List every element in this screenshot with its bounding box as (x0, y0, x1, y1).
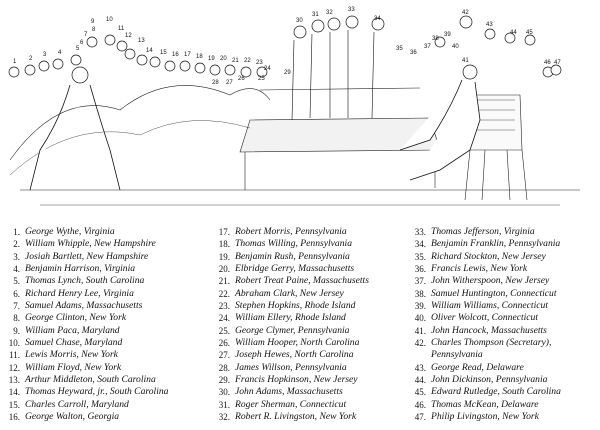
figure-number: 34 (374, 16, 381, 22)
figure-number: 35 (396, 46, 403, 52)
legend-number: 13. (8, 375, 20, 386)
legend-number: 9. (13, 325, 20, 336)
legend-name: Richard Stockton, New Jersey (431, 250, 546, 262)
figure-number: 4 (58, 50, 62, 56)
legend-item (214, 362, 369, 374)
legend-number (410, 349, 426, 361)
legend-item (214, 226, 369, 238)
legend-number: 18. (218, 239, 230, 250)
legend-item (410, 312, 561, 324)
legend-number: 42. (414, 338, 426, 349)
legend-item (410, 226, 561, 238)
legend-item (214, 251, 369, 263)
legend-name: Pennsylvania (431, 349, 483, 361)
figure-number: 41 (462, 58, 469, 64)
legend-item (410, 251, 561, 263)
figure-number: 47 (554, 60, 561, 66)
legend-name: Robert Morris, Pennsylvania (235, 226, 347, 237)
legend-item (410, 374, 561, 386)
legend-name: William Whipple, New Hampshire (25, 238, 156, 250)
legend-column-1 (4, 226, 168, 424)
figure-number: 15 (160, 50, 167, 56)
legend-number: 32. (218, 412, 230, 423)
legend-name: Stephen Hopkins, Rhode Island (235, 300, 356, 312)
figure-number: 11 (118, 26, 125, 32)
legend-name: Francis Hopkinson, New Jersey (235, 374, 358, 386)
legend-number: 44. (414, 375, 426, 386)
legend-number: 8. (13, 313, 20, 324)
legend-number: 19. (218, 251, 230, 262)
legend-name: John Dickinson, Pennsylvania (431, 374, 548, 386)
figure-number: 6 (80, 40, 84, 46)
legend-name: Benjamin Rush, Pennsylvania (235, 250, 350, 262)
legend-item (4, 300, 168, 312)
legend-name: George Walton, Georgia (25, 411, 120, 423)
figure-number: 8 (92, 27, 96, 33)
legend-number: 16. (8, 412, 20, 423)
legend-item (214, 300, 369, 312)
legend-number: 7. (13, 301, 20, 312)
legend-item (4, 238, 168, 250)
legend-column-3 (410, 226, 561, 424)
legend-item (214, 263, 369, 275)
legend-item (410, 349, 561, 361)
figure-number: 21 (232, 58, 239, 64)
legend-number: 12. (8, 362, 20, 373)
figure-number: 38 (432, 36, 439, 42)
figure-number: 37 (424, 44, 431, 50)
figure-number: 29 (284, 70, 291, 76)
legend-item (214, 288, 369, 300)
legend-name: John Witherspoon, New Jersey (431, 275, 550, 287)
legend-item (214, 411, 369, 423)
figure-number: 24 (264, 66, 271, 72)
legend-name: Richard Henry Lee, Virginia (25, 287, 134, 299)
figure-number: 26 (238, 76, 245, 82)
legend-item (410, 275, 561, 287)
figure-number-labels (13, 7, 561, 86)
legend-number: 17. (218, 227, 230, 237)
legend-name: George Wythe, Virginia (25, 226, 115, 237)
legend-name: Thomas Lynch, South Carolina (25, 275, 145, 287)
legend-number: 1. (13, 227, 20, 237)
legend-item (410, 300, 561, 312)
legend-number: 36. (414, 264, 426, 275)
figure-number: 17 (184, 52, 191, 58)
figure-number: 28 (212, 80, 219, 86)
legend-number: 4. (13, 264, 20, 275)
figure-number: 19 (208, 56, 215, 62)
legend-item (4, 399, 168, 411)
legend-number: 41. (414, 325, 426, 336)
legend-item (410, 399, 561, 411)
legend-name: James Willson, Pennsylvania (235, 361, 347, 373)
legend-item (4, 374, 168, 386)
legend-number: 40. (414, 313, 426, 324)
figure-number: 20 (220, 56, 227, 62)
legend-name: Robert R. Livingston, New York (235, 411, 357, 423)
figure-number: 30 (296, 18, 303, 24)
figure-number: 7 (84, 32, 88, 38)
legend-number: 27. (218, 350, 230, 361)
legend-item (214, 275, 369, 287)
figure-number: 5 (76, 46, 80, 52)
legend-item (410, 238, 561, 250)
figure-number: 10 (106, 17, 113, 23)
legend-name: Lewis Morris, New York (25, 349, 118, 361)
legend-name: Josiah Bartlett, New Hampshire (25, 250, 149, 262)
legend-item (4, 263, 168, 275)
figure-number: 42 (462, 10, 469, 16)
legend-name: Robert Treat Paine, Massachusetts (235, 275, 369, 287)
legend-name: John Hancock, Massachusetts (431, 324, 547, 336)
legend-name: Edward Rutledge, South Carolina (431, 386, 561, 398)
legend-name: Thomas Jefferson, Virginia (431, 226, 535, 237)
figure-number: 18 (196, 54, 203, 60)
legend-item (214, 386, 369, 398)
legend-name: Arthur Middleton, South Carolina (25, 374, 156, 386)
legend-number: 20. (218, 264, 230, 275)
legend-number: 24. (218, 313, 230, 324)
legend-item (214, 374, 369, 386)
legend-item (4, 362, 168, 374)
legend-column-2 (214, 226, 369, 424)
legend-name: John Adams, Massachusetts (235, 386, 343, 398)
legend-name: Benjamin Franklin, Pennsylvania (431, 238, 561, 250)
legend-item (214, 312, 369, 324)
figure-number: 44 (510, 30, 517, 36)
figure-number: 2 (29, 56, 33, 62)
figure-number: 25 (258, 76, 265, 82)
legend-name: George Clinton, New York (25, 312, 127, 324)
legend-number: 21. (218, 276, 230, 287)
legend-number: 2. (13, 239, 20, 250)
figure-number: 12 (125, 33, 132, 39)
legend-item (410, 386, 561, 398)
legend-name: William Hooper, North Carolina (235, 337, 360, 349)
legend-number: 33. (414, 227, 426, 237)
legend-number: 14. (8, 387, 20, 398)
legend-name: Charles Carroll, Maryland (25, 398, 129, 410)
figure-number: 46 (544, 60, 551, 66)
legend-number: 25. (218, 325, 230, 336)
legend-name: Samuel Huntington, Connecticut (431, 287, 557, 299)
legend-name: Samuel Chase, Maryland (25, 337, 123, 349)
figure-number: 23 (256, 60, 263, 66)
legend-number: 37. (414, 276, 426, 287)
legend-item (214, 399, 369, 411)
legend-name: Benjamin Harrison, Virginia (25, 263, 136, 275)
legend-name: Joseph Hewes, North Carolina (235, 349, 354, 361)
legend-name: Oliver Wolcott, Connecticut (431, 312, 539, 324)
legend-name: Thomas Heyward, jr., South Carolina (25, 386, 169, 398)
legend-number: 38. (414, 288, 426, 299)
legend-name: Philip Livingston, New York (431, 411, 539, 423)
figure-number: 32 (326, 10, 333, 16)
legend-item (214, 337, 369, 349)
legend-item (4, 251, 168, 263)
legend-number: 22. (218, 288, 230, 299)
figure-number: 33 (348, 7, 355, 13)
legend-item (4, 226, 168, 238)
legend-number: 31. (218, 399, 230, 410)
figure-number: 43 (486, 22, 493, 28)
legend-number: 10. (8, 338, 20, 349)
legend-name: Samuel Adams, Massachusetts (25, 300, 143, 312)
legend-number: 3. (13, 251, 20, 262)
legend-item (4, 349, 168, 361)
legend-name: William Floyd, New York (25, 361, 122, 373)
figure-number: 14 (146, 48, 153, 54)
figure-number: 9 (91, 19, 95, 25)
legend-name: Elbridge Gerry, Massachusetts (235, 263, 355, 275)
legend-item (410, 337, 561, 349)
legend-item (410, 362, 561, 374)
legend-number: 15. (8, 399, 20, 410)
legend-item (214, 349, 369, 361)
figure-number: 40 (452, 44, 459, 50)
legend-name: William Paca, Maryland (25, 324, 120, 336)
figure-number: 1 (13, 59, 17, 65)
legend-number: 26. (218, 338, 230, 349)
legend-number: 29. (218, 375, 230, 386)
legend-number: 45. (414, 387, 426, 398)
figure-number: 27 (226, 80, 233, 86)
legend-number: 30. (218, 387, 230, 398)
legend-item (214, 325, 369, 337)
legend-item (4, 275, 168, 287)
figure-number: 22 (244, 58, 251, 64)
legend-number: 46. (414, 399, 426, 410)
legend-item (410, 325, 561, 337)
figure-number: 39 (444, 32, 451, 38)
legend-name: George Clymer, Pennsylvania (235, 324, 350, 336)
legend-name: William Ellery, Rhode Island (235, 312, 346, 324)
legend-item (4, 337, 168, 349)
legend-name: William Williams, Connecticut (431, 300, 548, 312)
legend-item (4, 411, 168, 423)
legend-name: Thomas McKean, Delaware (431, 398, 539, 410)
figure-number: 16 (172, 52, 179, 58)
legend-name: Charles Thompson (Secretary), (431, 337, 552, 349)
legend-name: Abraham Clark, New Jersey (235, 287, 344, 299)
legend-number: 34. (414, 239, 426, 250)
figure-number: 13 (138, 38, 145, 44)
legend-item (4, 288, 168, 300)
legend-item (410, 263, 561, 275)
legend-item (4, 325, 168, 337)
legend-name: George Read, Delaware (431, 361, 524, 373)
legend-number: 43. (414, 362, 426, 373)
legend-number: 6. (13, 288, 20, 299)
legend-name: Francis Lewis, New York (431, 263, 528, 275)
legend-number: 39. (414, 301, 426, 312)
legend-item (4, 386, 168, 398)
legend-name: Thomas Willing, Pennsylvania (235, 238, 352, 250)
figure-number: 45 (526, 30, 533, 36)
legend-number: 5. (13, 276, 20, 287)
legend-number: 35. (414, 251, 426, 262)
legend-number: 28. (218, 362, 230, 373)
legend-item (410, 288, 561, 300)
legend-item (410, 411, 561, 423)
legend-item (214, 238, 369, 250)
legend-item (4, 312, 168, 324)
legend-number: 11. (9, 350, 20, 361)
figure-number: 31 (312, 12, 319, 18)
legend-name: Roger Sherman, Connecticut (235, 398, 347, 410)
legend-number: 47. (414, 412, 426, 423)
legend-number: 23. (218, 301, 230, 312)
figure-number: 3 (43, 52, 47, 58)
figure-number: 36 (410, 50, 417, 56)
